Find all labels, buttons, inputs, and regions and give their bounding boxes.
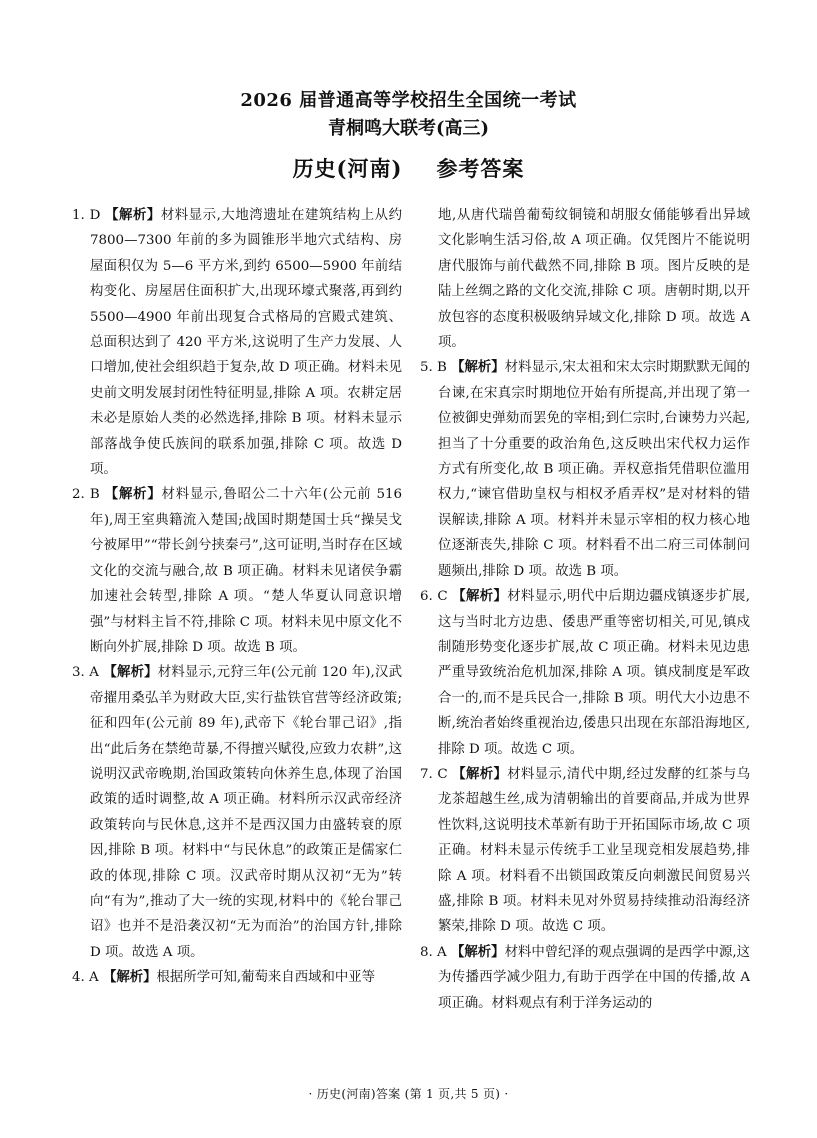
subject-name: 历史(河南) xyxy=(292,156,403,181)
answer-text: 材料显示,明代中后期边疆戍镇逐步扩展,这与当时北方边患、倭患严重等密切相关,可见,镇戍制随形势变化逐步扩展,故 C 项正确。材料未见边患严重导致统治危机加深,排除 A 项。镇戍制度是军政合一的,而不是兵民合一,排除 B 项。明代大小边患不断,统治者始终重视治边,倭患只出现在东部沿海地区,排除 D 项。故选 C 项。 xyxy=(438,589,751,757)
answer-item xyxy=(420,355,750,584)
answer-number: 8. A xyxy=(420,944,451,960)
analysis-tag: 【解析】 xyxy=(452,765,508,782)
answer-text: 材料显示,鲁昭公二十六年(公元前 516 年),周王室典籍流入楚国;战国时期楚国士兵“操吴戈兮被犀甲”“带长剑兮挟秦弓”,这可证明,当时存在区域文化的交流与融合,故 B 项正确。材料未见诸侯争霸加速社会转型,排除 A 项。“楚人华夏认同意识增强”与材料主旨不符,排除 C 项。材料未见中原文化不断向外扩展,排除 D 项。故选 B 项。 xyxy=(90,487,403,655)
answer-text: 根据所学可知,葡萄来自西域和中亚等 xyxy=(156,970,376,986)
analysis-tag: 【解析】 xyxy=(104,486,162,503)
left-column xyxy=(72,203,402,991)
answer-item xyxy=(420,203,750,355)
answer-item xyxy=(420,762,750,940)
answer-item xyxy=(72,203,402,482)
answer-text: 材料显示,清代中期,经过发酵的红茶与乌龙茶超越生丝,成为清朝输出的首要商品,并成为世界性饮料,这说明技术革新有助于开拓国际市场,故 C 项正确。材料未显示传统手工业呈现竞相发展趋势,排除 A 项。材料看不出锁国政策反向刺激民间贸易兴盛,排除 B 项。材料未见对外贸易持续推动沿海经济繁荣,排除 D 项。故选 C 项。 xyxy=(438,766,751,935)
answer-text: 材料显示,宋太祖和宋太宗时期默默无闻的台谏,在宋真宗时期地位开始有所提高,并出现了第一位被御史弹劾而罢免的宰相;到仁宗时,台谏势力兴起,担当了十分重要的政治角色,这反映出宋代权力运作方式有所变化,故 B 项正确。弄权意指凭借职位滥用权力,“谏官借助皇权与相权矛盾弄权”是对材料的错误解读,排除 A 项。材料并未显示宰相的权力核心地位逐渐丧失,排除 C 项。材料看不出二府三司体制问题频出,排除 D 项。故选 B 项。 xyxy=(438,360,750,579)
answer-item xyxy=(72,482,402,660)
answer-title: 参考答案 xyxy=(436,156,525,181)
subject-title xyxy=(0,154,817,184)
page-footer: · 历史(河南)答案 (第 1 页,共 5 页) · xyxy=(308,1087,509,1101)
answer-text: 地,从唐代瑞兽葡萄纹铜镜和胡服女俑能够看出异域文化影响生活习俗,故 A 项正确。仅凭图片不能说明唐代服饰与前代截然不同,排除 B 项。图片反映的是陆上丝绸之路的文化交流,排除 C 项。唐朝时期,以开放包容的态度积极吸纳异域文化,排除 D 项。故选 A 项。 xyxy=(438,208,750,351)
answer-number: 5. B xyxy=(420,360,452,376)
answer-text: 材料显示,大地湾遗址在建筑结构上从约 7800—7300 年前的多为圆锥形半地穴式结构、房屋面积仅为 5—6 平方米,到约 6500—5900 年前结构变化、房屋居住面积扩大,出现环壕式聚落,再到约 5500—4900 年前出现复合式格局的宫殿式建筑、总面积达到了 420 平方米,这说明了生产力发展、人口增加,使社会组织趋于复杂,故 D 项正确。材料未见史前文明发展封闭性特征明显,排除 A 项。农耕定居未必是原始人类的必然选择,排除 B 项。材料未显示部落战争使氏族间的联系加强,排除 C 项。故选 D 项。 xyxy=(90,208,403,478)
answer-item xyxy=(420,584,750,762)
answer-number: 1. D xyxy=(72,208,106,223)
answer-number: 3. A xyxy=(72,665,104,681)
answer-item xyxy=(420,940,750,1016)
answer-item xyxy=(72,965,402,990)
exam-title: 2026 届普通高等学校招生全国统一考试 xyxy=(240,90,577,111)
analysis-tag: 【解析】 xyxy=(105,207,161,223)
page-header xyxy=(0,88,817,184)
answer-number: 7. C xyxy=(420,766,453,782)
exam-subtitle: 青桐鸣大联考(高三) xyxy=(327,118,490,139)
answer-number: 4. A xyxy=(72,970,103,986)
right-column xyxy=(420,203,750,1016)
answer-item xyxy=(72,660,402,965)
answer-number: 2. B xyxy=(72,487,105,503)
analysis-tag: 【解析】 xyxy=(450,943,505,960)
answer-text: 材料显示,元狩三年(公元前 120 年),汉武帝擢用桑弘羊为财政大臣,实行盐铁官营等经济政策;征和四年(公元前 89 年),武帝下《轮台罪己诏》,指出“此后务在禁绝苛暴,不得擅兴赋役,应致力农耕”,这说明汉武帝晚期,治国政策转向休养生息,体现了治国政策的适时调整,故 A 项正确。材料所示汉武帝经济政策转向与民休息,这并不是西汉国力由盛转衰的原因,排除 B 项。材料中“与民休息”的政策正是儒家仁政的体现,排除 C 项。汉武帝时期从汉初“无为”转向“有为”,推动了大一统的实现,材料中的《轮台罪己诏》也并不是沿袭汉初“无为而治”的治国方针,排除 D 项。故选 A 项。 xyxy=(90,665,402,960)
analysis-tag: 【解析】 xyxy=(102,969,157,986)
answer-number: 6. C xyxy=(420,589,453,605)
answer-text: 材料中曾纪泽的观点强调的是西学中源,这为传播西学减少阻力,有助于西学在中国的传播,故 A 项正确。材料观点有利于洋务运动的 xyxy=(438,944,750,1011)
analysis-tag: 【解析】 xyxy=(103,664,158,681)
analysis-tag: 【解析】 xyxy=(452,588,508,605)
analysis-tag: 【解析】 xyxy=(451,359,505,376)
